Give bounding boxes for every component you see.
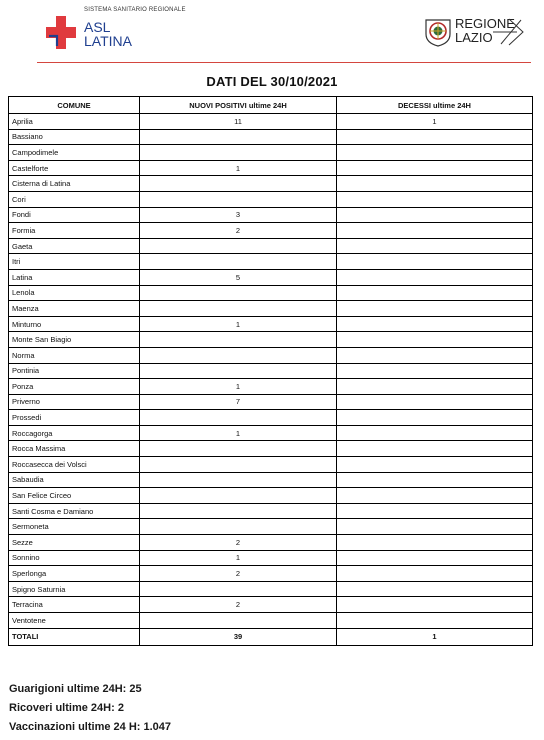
table-row — [9, 550, 533, 566]
table-row — [9, 488, 533, 504]
nuovi-positivi-cell: 2 — [140, 597, 337, 613]
table-body — [9, 114, 533, 646]
nuovi-positivi-cell: 2 — [140, 566, 337, 582]
comune-cell: Rocca Massima — [9, 441, 140, 457]
table-row — [9, 269, 533, 285]
comune-cell: Itri — [9, 254, 140, 270]
table-row — [9, 503, 533, 519]
decessi-cell: 1 — [337, 114, 533, 130]
decessi-cell — [337, 238, 533, 254]
regione-name-line1: REGIONE — [455, 16, 515, 31]
decessi-cell — [337, 457, 533, 473]
decessi-cell — [337, 425, 533, 441]
decessi-cell — [337, 176, 533, 192]
decessi-cell — [337, 503, 533, 519]
comune-cell: Sezze — [9, 535, 140, 551]
decessi-cell — [337, 191, 533, 207]
comune-cell: Spigno Saturnia — [9, 581, 140, 597]
nuovi-positivi-cell — [140, 519, 337, 535]
nuovi-positivi-cell — [140, 191, 337, 207]
vaccinazioni-summary: Vaccinazioni ultime 24 H: 1.047 — [9, 721, 172, 733]
comune-cell: Roccagorga — [9, 425, 140, 441]
comune-cell: Gaeta — [9, 238, 140, 254]
nuovi-positivi-cell — [140, 472, 337, 488]
decessi-cell — [337, 285, 533, 301]
totals-label-cell: TOTALI — [9, 628, 140, 645]
decessi-cell — [337, 394, 533, 410]
ricoveri-summary: Ricoveri ultime 24H: 2 — [9, 702, 124, 714]
nuovi-positivi-cell — [140, 301, 337, 317]
decessi-cell — [337, 581, 533, 597]
comune-cell: Prossedi — [9, 410, 140, 426]
comune-cell: Terracina — [9, 597, 140, 613]
table-row — [9, 535, 533, 551]
table-row — [9, 379, 533, 395]
decessi-cell — [337, 332, 533, 348]
column-header-nuovi-positivi: NUOVI POSITIVI ultime 24H — [140, 97, 337, 114]
nuovi-positivi-cell: 1 — [140, 316, 337, 332]
column-header-comune: COMUNE — [9, 97, 140, 114]
table-row — [9, 566, 533, 582]
comune-cell: Santi Cosma e Damiano — [9, 503, 140, 519]
nuovi-positivi-cell — [140, 145, 337, 161]
comune-cell: Priverno — [9, 394, 140, 410]
nuovi-positivi-cell: 1 — [140, 160, 337, 176]
comune-cell: Cori — [9, 191, 140, 207]
table-row — [9, 301, 533, 317]
header-divider — [37, 62, 531, 63]
table-row — [9, 457, 533, 473]
table-row — [9, 394, 533, 410]
page-header — [0, 0, 544, 62]
comune-cell: Campodimele — [9, 145, 140, 161]
comune-cell: Sabaudia — [9, 472, 140, 488]
nuovi-positivi-cell — [140, 441, 337, 457]
table-row — [9, 441, 533, 457]
table-row — [9, 223, 533, 239]
decessi-cell — [337, 519, 533, 535]
table-row — [9, 597, 533, 613]
table-row — [9, 207, 533, 223]
nuovi-positivi-cell — [140, 129, 337, 145]
table-row — [9, 425, 533, 441]
comune-cell: Sperlonga — [9, 566, 140, 582]
table-row — [9, 581, 533, 597]
nuovi-positivi-cell — [140, 347, 337, 363]
decessi-cell — [337, 301, 533, 317]
comune-cell: Ventotene — [9, 613, 140, 629]
decessi-cell — [337, 441, 533, 457]
decessi-cell — [337, 316, 533, 332]
nuovi-positivi-cell — [140, 238, 337, 254]
comune-cell: Norma — [9, 347, 140, 363]
asl-tagline: SISTEMA SANITARIO REGIONALE — [84, 7, 186, 13]
nuovi-positivi-cell — [140, 410, 337, 426]
comune-cell: Sermoneta — [9, 519, 140, 535]
table-row — [9, 254, 533, 270]
table-row — [9, 316, 533, 332]
decessi-cell — [337, 363, 533, 379]
table-header-row — [9, 97, 533, 114]
nuovi-positivi-cell — [140, 332, 337, 348]
table-row — [9, 191, 533, 207]
decessi-cell — [337, 550, 533, 566]
decessi-cell — [337, 472, 533, 488]
comune-cell: Roccasecca dei Volsci — [9, 457, 140, 473]
nuovi-positivi-cell — [140, 176, 337, 192]
nuovi-positivi-cell — [140, 363, 337, 379]
decessi-cell — [337, 269, 533, 285]
table-row — [9, 519, 533, 535]
table-row — [9, 332, 533, 348]
comune-cell: Aprilia — [9, 114, 140, 130]
nuovi-positivi-cell — [140, 581, 337, 597]
totals-decessi-cell: 1 — [337, 628, 533, 645]
regione-lazio-emblem-icon — [424, 17, 452, 47]
table-row — [9, 472, 533, 488]
regione-name-line2: LAZIO — [455, 30, 493, 45]
comune-cell: Lenola — [9, 285, 140, 301]
comune-cell: Ponza — [9, 379, 140, 395]
comune-cell: Minturno — [9, 316, 140, 332]
table-row — [9, 160, 533, 176]
nuovi-positivi-cell — [140, 503, 337, 519]
decessi-cell — [337, 160, 533, 176]
table-row — [9, 613, 533, 629]
comune-cell: Cisterna di Latina — [9, 176, 140, 192]
comune-cell: Bassiano — [9, 129, 140, 145]
table-row — [9, 410, 533, 426]
totals-row — [9, 628, 533, 645]
nuovi-positivi-cell: 1 — [140, 425, 337, 441]
table-row — [9, 347, 533, 363]
table-row — [9, 176, 533, 192]
comune-cell: San Felice Circeo — [9, 488, 140, 504]
comune-cell: Castelforte — [9, 160, 140, 176]
decessi-cell — [337, 207, 533, 223]
document-title: DATI DEL 30/10/2021 — [206, 74, 338, 89]
decessi-cell — [337, 566, 533, 582]
table-row — [9, 363, 533, 379]
decessi-cell — [337, 223, 533, 239]
nuovi-positivi-cell — [140, 488, 337, 504]
comune-cell: Maenza — [9, 301, 140, 317]
comune-cell: Formia — [9, 223, 140, 239]
asl-name-line1: ASL — [84, 19, 111, 35]
decessi-cell — [337, 613, 533, 629]
table-row — [9, 129, 533, 145]
decessi-cell — [337, 145, 533, 161]
table-row — [9, 238, 533, 254]
decessi-cell — [337, 488, 533, 504]
guarigioni-summary: Guarigioni ultime 24H: 25 — [9, 683, 142, 695]
table-row — [9, 145, 533, 161]
comune-cell: Pontinia — [9, 363, 140, 379]
nuovi-positivi-cell — [140, 254, 337, 270]
nuovi-positivi-cell — [140, 613, 337, 629]
nuovi-positivi-cell — [140, 285, 337, 301]
regione-swoosh-icon — [491, 17, 525, 47]
nuovi-positivi-cell: 3 — [140, 207, 337, 223]
nuovi-positivi-cell: 1 — [140, 550, 337, 566]
comune-cell: Sonnino — [9, 550, 140, 566]
nuovi-positivi-cell: 7 — [140, 394, 337, 410]
asl-name — [84, 20, 132, 48]
column-header-decessi: DECESSI ultime 24H — [337, 97, 533, 114]
comune-cell: Monte San Biagio — [9, 332, 140, 348]
decessi-cell — [337, 254, 533, 270]
nuovi-positivi-cell: 11 — [140, 114, 337, 130]
nuovi-positivi-cell: 2 — [140, 535, 337, 551]
decessi-cell — [337, 535, 533, 551]
decessi-cell — [337, 597, 533, 613]
nuovi-positivi-cell: 5 — [140, 269, 337, 285]
comune-cell: Fondi — [9, 207, 140, 223]
nuovi-positivi-cell: 1 — [140, 379, 337, 395]
decessi-cell — [337, 379, 533, 395]
nuovi-positivi-cell: 2 — [140, 223, 337, 239]
decessi-cell — [337, 410, 533, 426]
asl-cross-logo-icon — [46, 16, 76, 49]
decessi-cell — [337, 129, 533, 145]
table-row — [9, 114, 533, 130]
totals-positivi-cell: 39 — [140, 628, 337, 645]
covid-data-table — [8, 96, 533, 646]
decessi-cell — [337, 347, 533, 363]
table-row — [9, 285, 533, 301]
nuovi-positivi-cell — [140, 457, 337, 473]
asl-name-line2: LATINA — [84, 33, 132, 49]
comune-cell: Latina — [9, 269, 140, 285]
